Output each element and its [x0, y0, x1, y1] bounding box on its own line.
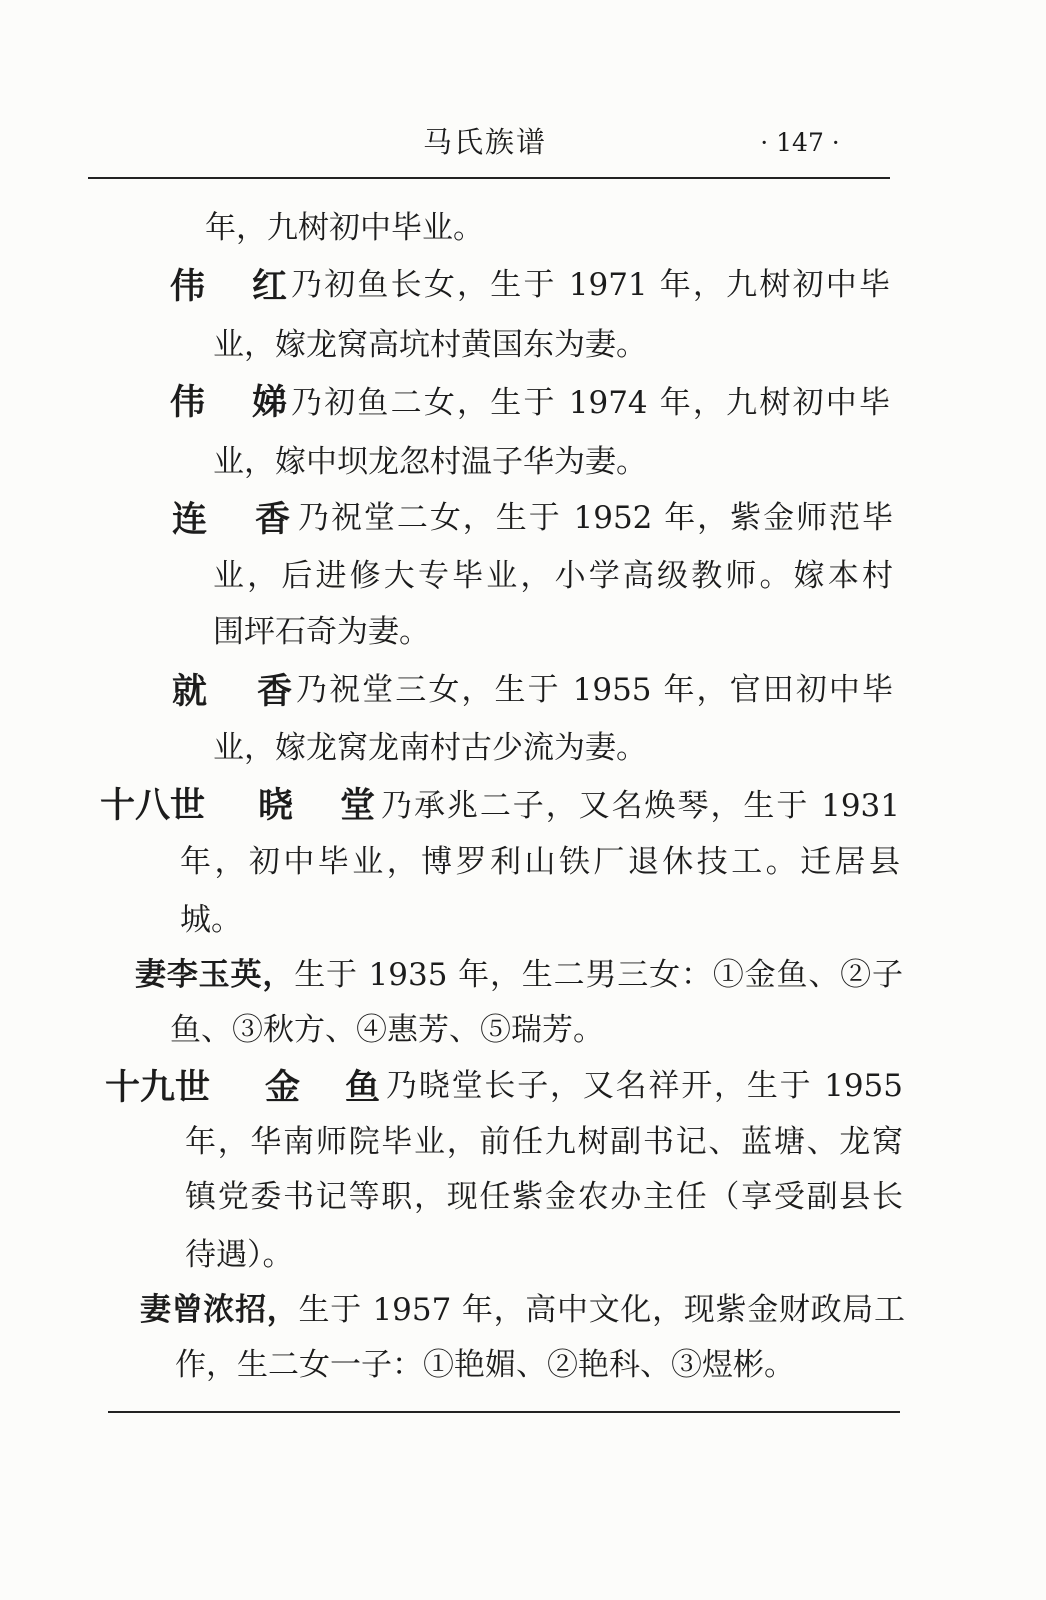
entry-text-line: 乃初鱼长女，生于 1971 年，九树初中毕: [291, 267, 890, 303]
header-rule: [88, 177, 890, 179]
entry-text-line: 待遇）。: [185, 1237, 294, 1273]
continuation-line: 年，九树初中毕业。: [205, 210, 484, 246]
entry-name-char: 金: [265, 1067, 301, 1108]
entry-name-char: 就: [172, 671, 208, 712]
entry-text-line: 围坪石奇为妻。: [213, 614, 430, 650]
generation-label: 十八世: [100, 785, 206, 826]
spouse-line: [140, 1290, 905, 1330]
entry-text-line: 业，嫁龙窝龙南村古少流为妻。: [213, 730, 647, 766]
entry-text-line: 业，嫁中坝龙忽村温子华为妻。: [213, 444, 647, 480]
entry-text-line: 镇党委书记等职，现任紫金农办主任（享受副县长: [185, 1179, 903, 1215]
entry-name-char: 堂: [340, 785, 376, 826]
spouse-text: 生于 1957 年，高中文化，现紫金财政局工: [298, 1292, 905, 1328]
footer-rule: [108, 1411, 900, 1413]
spouse-line: [135, 955, 903, 995]
entry-name-char: 香: [255, 499, 291, 540]
entry-name-char: 红: [252, 266, 288, 307]
running-title: 马氏族谱: [423, 125, 548, 159]
entry-text-line: 乃初鱼二女，生于 1974 年，九树初中毕: [291, 385, 890, 421]
entry-name-char: 香: [257, 671, 293, 712]
entry-text-line: 乃祝堂三女，生于 1955 年，官田初中毕: [296, 672, 893, 708]
spouse-name: 妻李玉英，: [135, 957, 295, 993]
entry-text-line: 乃承兆二子，又名焕琴，生于 1931: [381, 788, 900, 824]
entry-name-char: 鱼: [345, 1067, 381, 1108]
entry-name-char: 连: [172, 499, 208, 540]
entry-name-char: 伟: [170, 266, 206, 307]
entry-text-line: 作，生二女一子：①艳媚、②艳科、③煜彬。: [175, 1347, 795, 1383]
entry-text-line: 业，后进修大专毕业，小学高级教师。嫁本村: [213, 558, 893, 594]
entry-text-line: 乃晓堂长子，又名祥开，生于 1955: [386, 1068, 903, 1104]
page-number: · 147 ·: [760, 128, 840, 157]
entry-name-char: 娣: [252, 382, 288, 423]
spouse-text: 生于 1935 年，生二男三女：①金鱼、②子: [294, 957, 903, 993]
entry-text-line: 业，嫁龙窝高坑村黄国东为妻。: [213, 327, 647, 363]
generation-label: 十九世: [105, 1067, 211, 1108]
entry-text-line: 年，华南师院毕业，前任九树副书记、蓝塘、龙窝: [185, 1124, 903, 1160]
spouse-name: 妻曾浓招，: [140, 1292, 299, 1328]
entry-name-char: 伟: [170, 382, 206, 423]
entry-name-char: 晓: [258, 785, 294, 826]
entry-text-line: 年，初中毕业，博罗利山铁厂退休技工。迁居县: [180, 844, 900, 880]
entry-text-line: 乃祝堂二女，生于 1952 年，紫金师范毕: [298, 500, 893, 536]
entry-text-line: 鱼、③秋方、④惠芳、⑤瑞芳。: [170, 1012, 604, 1048]
entry-text-line: 城。: [180, 902, 242, 938]
